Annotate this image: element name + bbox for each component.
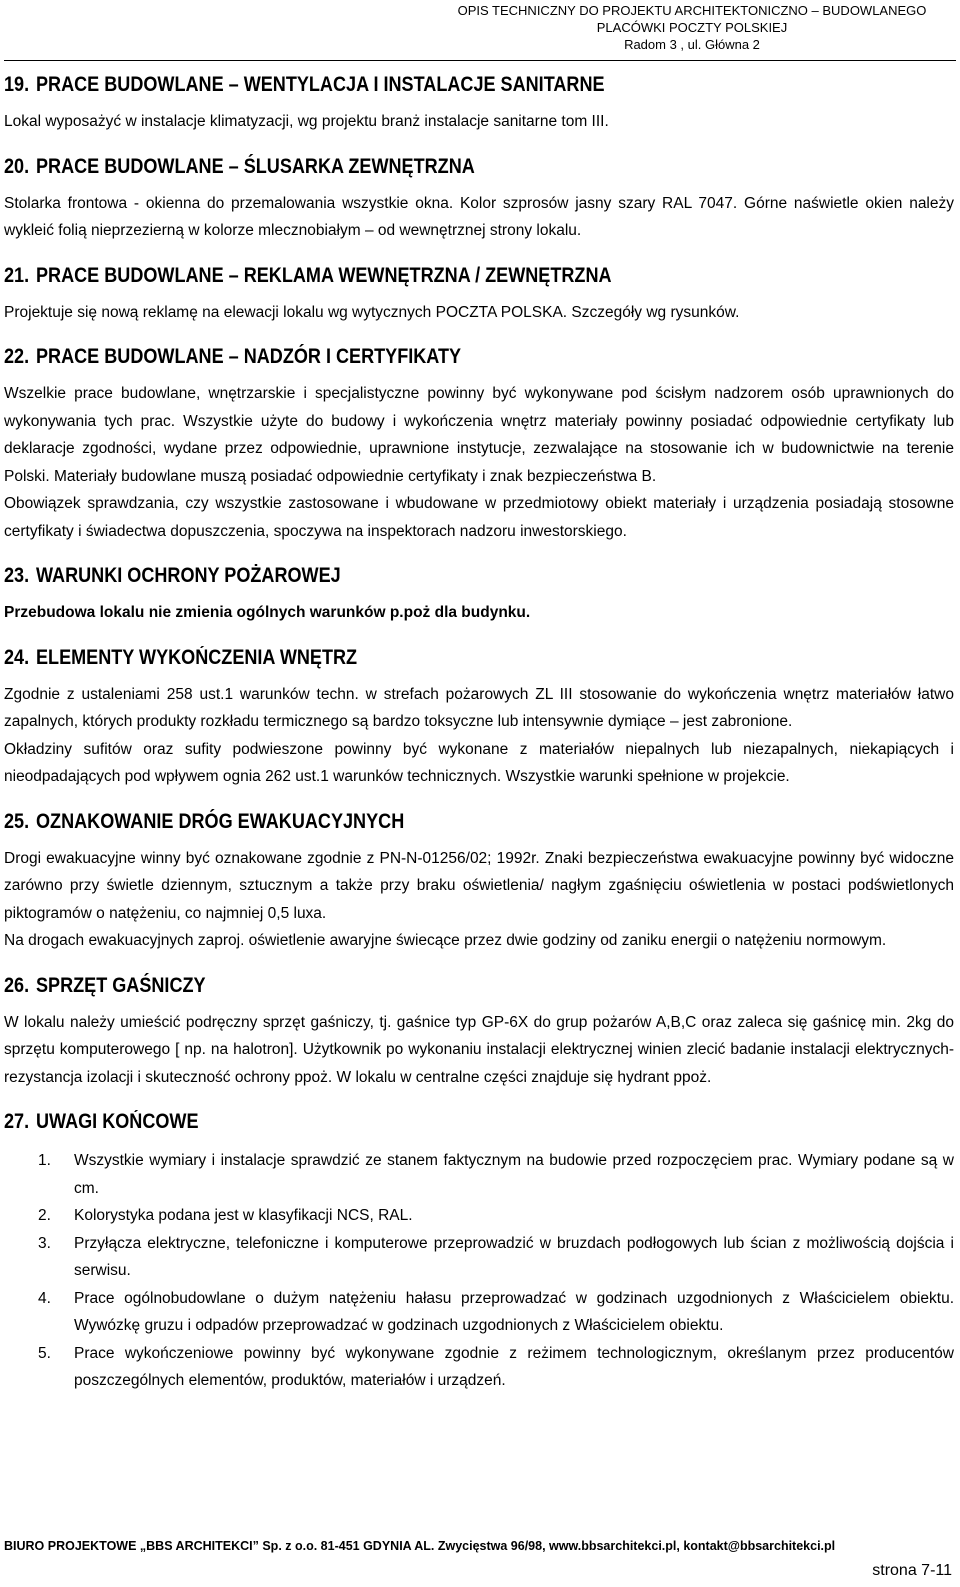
paragraph: Obowiązek sprawdzania, czy wszystkie zastosowane i wbudowane w przedmiotowy obiekt materiały i urządzenia posiadają stosowne certyfikaty i świadectwa dopuszczenia, spoczywa na inspektorach nadzoru inwestorskiego. xyxy=(4,495,954,540)
section-title: PRACE BUDOWLANE – WENTYLACJA I INSTALACJE SANITARNE xyxy=(35,73,605,96)
header-line-1: OPIS TECHNICZNY DO PROJEKTU ARCHITEKTONICZNO – BUDOWLANEGO xyxy=(457,3,927,18)
bold-paragraph: Przebudowa lokalu nie zmienia ogólnych warunków p.poż dla budynku. xyxy=(4,604,531,621)
section-number: 27. xyxy=(4,1110,30,1133)
section-20 xyxy=(4,150,954,245)
section-title: WARUNKI OCHRONY POŻAROWEJ xyxy=(35,564,341,587)
section-title: OZNAKOWANIE DRÓG EWAKUACYJNYCH xyxy=(35,809,405,833)
section-title: PRACE BUDOWLANE – NADZÓR I CERTYFIKATY xyxy=(35,345,462,368)
section-number: 22. xyxy=(4,345,30,368)
section-number: 25. xyxy=(4,809,30,833)
section-heading xyxy=(4,805,821,839)
paragraph: Zgodnie z ustaleniami 258 ust.1 warunków techn. w strefach pożarowych ZL III stosowanie do wykończenia wnętrz materiałów łatwo zapalnych, których produkty rozkładu termicznego są bardzo toksyczne lub intensywnie dymiące – jest zabronione. xyxy=(4,685,954,730)
section-23 xyxy=(4,559,954,627)
section-heading xyxy=(4,259,821,293)
section-title: ELEMENTY WYKOŃCZENIA WNĘTRZ xyxy=(35,645,358,669)
paragraph: Lokal wyposażyć w instalacje klimatyzacji, wg projektu branż instalacje sanitarne tom III. xyxy=(4,113,609,130)
section-number: 26. xyxy=(4,973,30,997)
section-number: 21. xyxy=(4,263,30,287)
section-heading xyxy=(4,559,821,593)
header-line-2: PLACÓWKI POCZTY POLSKIEJ xyxy=(596,20,788,35)
list-item xyxy=(4,1340,954,1395)
section-19 xyxy=(4,68,954,136)
section-number: 24. xyxy=(4,645,30,669)
paragraph: W lokalu należy umieścić podręczny sprzęt gaśniczy, tj. gaśnice typ GP-6X do grup pożarów A,B,C oraz zaleca się gaśnicę min. 2kg do sprzętu komputerowego [ np. na halotron]. Użytkownik po wykonaniu instalacji elektrycznej winien zlecić badanie instalacji elektrycznych- rezystancja izolacji i skuteczność ochrony ppoż. W lokalu w centralne części znajduje się hydrant ppoż. xyxy=(4,1013,954,1086)
section-heading xyxy=(4,340,821,374)
list-item-text: Prace wykończeniowe powinny być wykonywane zgodnie z reżimem technologicznym, określanym przez producentów poszczególnych elementów, produktów, materiałów i urządzeń. xyxy=(74,1344,954,1389)
list-item-text: Wszystkie wymiary i instalacje sprawdzić ze stanem faktycznym na budowie przed rozpoczęciem prac. Wymiary podane są w cm. xyxy=(74,1152,954,1197)
paragraph: Okładziny sufitów oraz sufity podwieszone powinny być wykonane z materiałów niepalnych lub niezapalnych, niekapiących i nieodpadających pod wpływem ognia 262 ust.1 warunków technicznych. Wszystkie warunki spełnione w projekcie. xyxy=(4,740,954,785)
document-body xyxy=(4,68,954,1395)
page-header xyxy=(432,2,952,53)
list-item xyxy=(4,1147,954,1202)
header-divider xyxy=(4,60,956,61)
header-line-3: Radom 3 , ul. Główna 2 xyxy=(624,37,760,52)
list-item xyxy=(4,1202,954,1230)
section-heading xyxy=(4,150,821,184)
section-25 xyxy=(4,805,954,955)
paragraph: Drogi ewakuacyjne winny być oznakowane zgodnie z PN-N-01256/02; 1992r. Znaki bezpieczeństwa ewakuacyjne powinny być widoczne zarówno przy świetle dziennym, sztucznym a także przy braku oświetlenia/ nagłym zgaśnięciu oświetlenia w postaci podświetlonych piktogramów o natężeniu, co najmniej 0,5 luxa. xyxy=(4,849,954,922)
section-title: SPRZĘT GAŚNICZY xyxy=(35,973,206,997)
section-heading xyxy=(4,641,821,675)
section-27 xyxy=(4,1105,954,1395)
section-number: 20. xyxy=(4,154,30,178)
section-number: 23. xyxy=(4,564,30,587)
section-title: UWAGI KOŃCOWE xyxy=(35,1110,199,1133)
list-item-number: 5. xyxy=(38,1344,51,1362)
paragraph: Wszelkie prace budowlane, wnętrzarskie i specjalistyczne powinny być wykonywane pod ścisłym nadzorem osób uprawnionych do wykonywania tych prac. Wszystkie użyte do budowy i wykończenia wnętrz materiały powinny posiadać odpowiednie certyfikaty lub deklaracje zgodności, wydane przez odpowiednie, uprawnione instytucje, zezwalające na stosowanie ich w budownictwie na terenie Polski. Materiały budowlane muszą posiadać odpowiednie certyfikaty i znak bezpieczeństwa B. xyxy=(4,385,954,485)
section-21 xyxy=(4,259,954,327)
section-title: PRACE BUDOWLANE – REKLAMA WEWNĘTRZNA / ZEWNĘTRZNA xyxy=(35,263,612,287)
section-heading xyxy=(4,969,821,1003)
section-22 xyxy=(4,340,954,545)
section-heading xyxy=(4,1105,821,1139)
page-number: strona 7-11 xyxy=(872,1562,952,1579)
list-item-text: Kolorystyka podana jest w klasyfikacji NCS, RAL. xyxy=(74,1207,413,1224)
list-item-number: 2. xyxy=(38,1207,51,1224)
list-item-number: 3. xyxy=(38,1234,51,1252)
remarks-list xyxy=(4,1147,954,1395)
paragraph: Na drogach ewakuacyjnych zaproj. oświetlenie awaryjne świecące przez dwie godziny od zaniku energii o natężeniu normowym. xyxy=(4,932,887,949)
section-24 xyxy=(4,641,954,791)
page-footer: BIURO PROJEKTOWE „BBS ARCHITEKCI” Sp. z o.o. 81-451 GDYNIA AL. Zwycięstwa 96/98, www.bbsarchitekci.pl, kontakt@bbsarchitekci.pl xyxy=(4,1539,836,1553)
list-item-text: Prace ogólnobudowlane o dużym natężeniu hałasu przeprowadzać w godzinach uzgodnionych z Właścicielem obiektu. Wywózkę gruzu i odpadów przeprowadzać w godzinach uzgodnionych z Właścicielem obiektu. xyxy=(74,1289,954,1334)
section-number: 19. xyxy=(4,73,30,96)
list-item-number: 1. xyxy=(38,1152,51,1169)
section-26 xyxy=(4,969,954,1092)
list-item xyxy=(4,1230,954,1285)
list-item-text: Przyłącza elektryczne, telefoniczne i komputerowe przeprowadzić w bruzdach podłogowych lub ścian z możliwością dojścia i serwisu. xyxy=(74,1234,954,1279)
list-item xyxy=(4,1285,954,1340)
section-heading xyxy=(4,68,821,102)
list-item-number: 4. xyxy=(38,1289,51,1307)
section-title: PRACE BUDOWLANE – ŚLUSARKA ZEWNĘTRZNA xyxy=(35,154,475,178)
paragraph: Projektuje się nową reklamę na elewacji lokalu wg wytycznych POCZTA POLSKA. Szczegóły wg rysunków. xyxy=(4,303,740,321)
paragraph: Stolarka frontowa - okienna do przemalowania wszystkie okna. Kolor szprosów jasny szary RAL 7047. Górne naświetle okien należy wykleić folią nieprzezierną w kolorze mlecznobiałym – od wewnętrznej strony lokalu. xyxy=(4,194,954,239)
